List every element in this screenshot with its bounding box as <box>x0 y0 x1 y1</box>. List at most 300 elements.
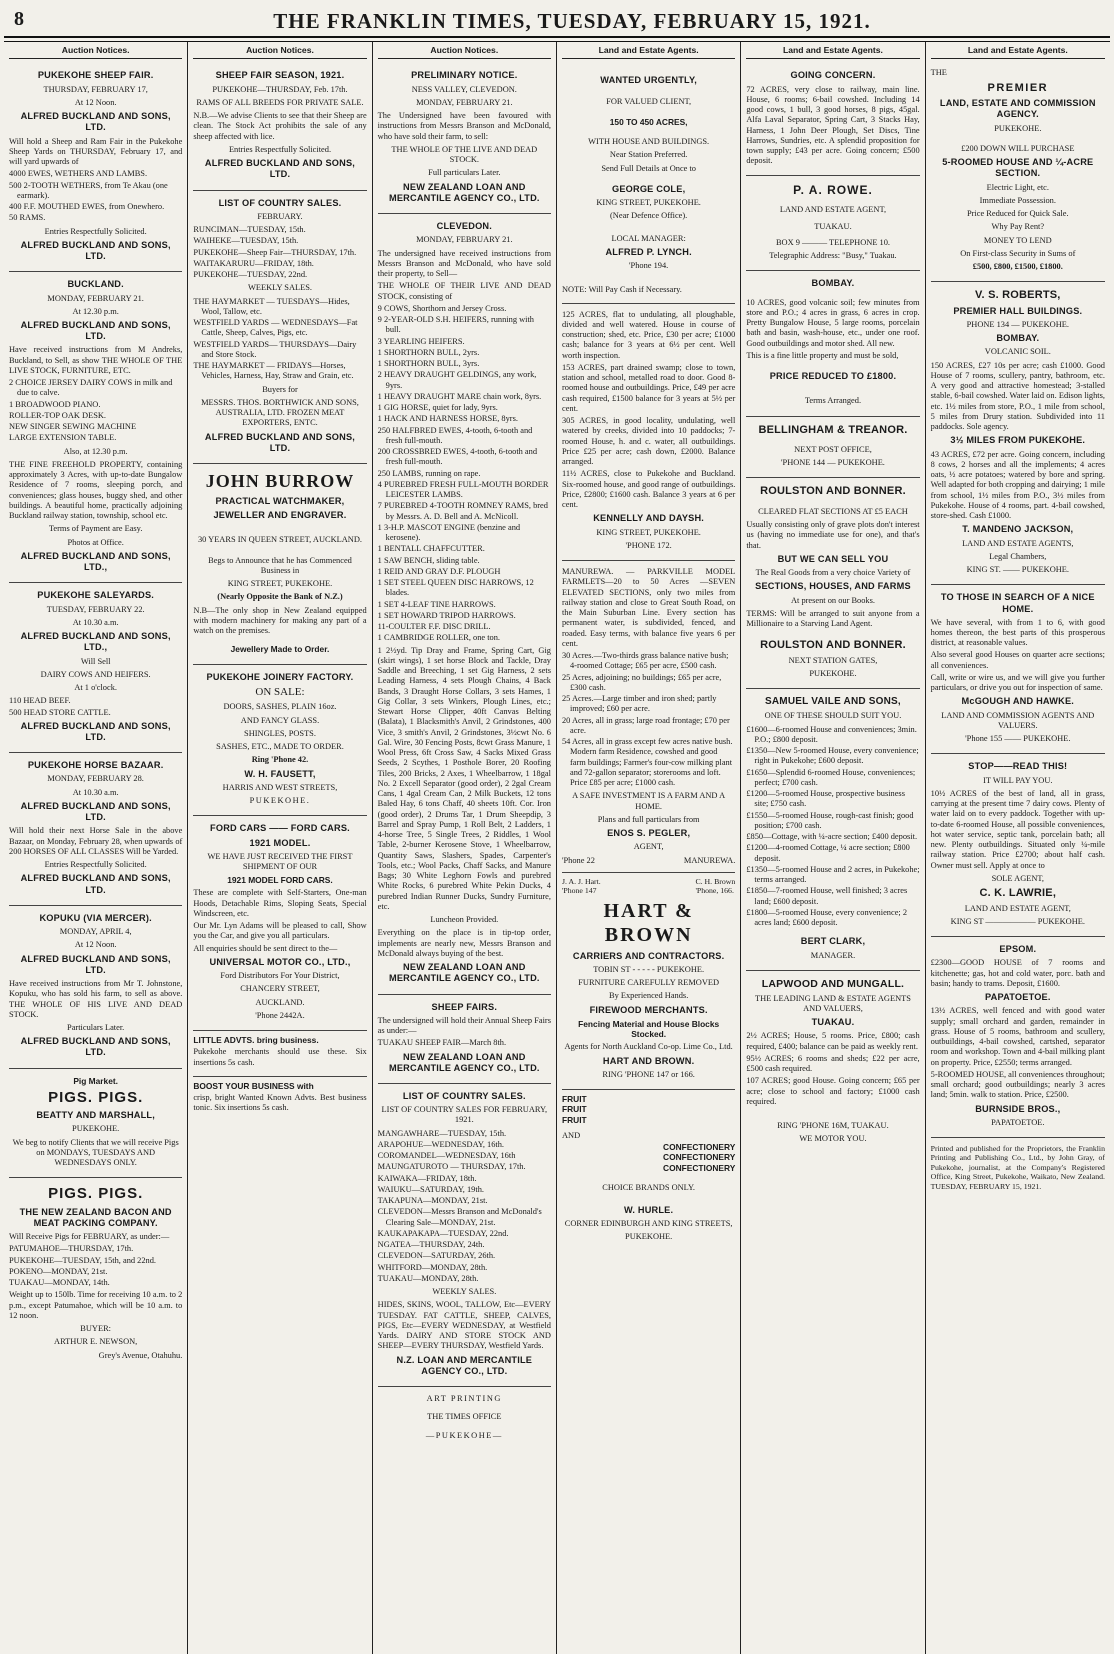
advert-firm: ALFRED BUCKLAND AND SONS, LTD. <box>20 320 171 342</box>
advert-address: CHANCERY STREET, <box>240 984 320 994</box>
advert-body: The Real Goods from a very choice Variety of <box>755 568 911 578</box>
advert-phone: RING 'PHONE 147 or 166. <box>602 1069 695 1079</box>
advert-title: WANTED URGENTLY, <box>600 75 698 86</box>
advert-body: crisp, bright Wanted Known Advts. Best business tonic. Six insertions 5s cash. <box>193 1093 367 1113</box>
advert-note: Photos at Office. <box>67 537 124 547</box>
advert-body: 150 ACRES, £27 10s per acre; cash £1000. Good House of 7 rooms, scullery, pantry, bathroom, etc. A very good and attractive homestead; 3-stalled stable, 6-bail cowshed. Water laid on. Edison lights, etc. 1½ miles from store, P.O., 1 mile from school, 5 miles from Drury station. Subdivided into 11 paddocks. Sole agency. <box>930 360 1105 432</box>
advert-subheading: PRACTICAL WATCHMAKER, <box>215 496 345 506</box>
advert-address: KING ST —————— PUKEKOHE. <box>950 916 1085 926</box>
advert-body: All enquiries should be sent direct to the— <box>193 943 338 953</box>
advert-title: ART PRINTING <box>426 1394 502 1404</box>
newspaper-title: THE FRANKLIN TIMES, TUESDAY, FEBRUARY 15, 1921. <box>273 9 871 33</box>
advert-time: At 10.30 a.m. <box>72 787 119 797</box>
advert-address: CORNER EDINBURGH AND KING STREETS, <box>564 1219 733 1229</box>
list-item: 107 ACRES; good House. Going concern; £65 per acre; close to school and factory; £1000 cash required. <box>746 1076 920 1106</box>
list-item: 305 ACRES, in good locality, undulating, well watered by creeks, divided into 10 paddocks; 7-roomed House, h. and c. water, all outbuildings. Price £25 per acre; cash down, £2000. Balance arranged. <box>561 416 736 467</box>
advert-title: BELLINGHAM & TREANOR. <box>758 423 908 436</box>
list-item: CLEVEDON—Messrs Branson and McDonald's Clearing Sale—MONDAY, 21st. <box>377 1207 542 1227</box>
list-item: LARGE EXTENSION TABLE. <box>9 433 117 443</box>
advert-note: A SAFE INVESTMENT IS A FARM AND A HOME. <box>572 791 726 811</box>
advert-title: SHEEP FAIRS. <box>431 1001 498 1012</box>
advert-subheading: ONE OF THESE SHOULD SUIT YOU. <box>764 711 902 721</box>
advert-subheading: MONEY TO LEND <box>983 235 1052 245</box>
advert-body: Immediate Possession. <box>979 195 1056 205</box>
partner-name: C. H. Brown <box>695 876 736 886</box>
advert-body: £500, £800, £1500, £1800. <box>972 262 1063 272</box>
advert-address: BOX 9 ——— TELEPHONE 10. <box>775 237 891 247</box>
advert-pukekohe-saleyards <box>9 583 182 753</box>
advert-pukekohe-joinery <box>193 665 366 817</box>
advert-body: Everything on the place is in tip-top order, implements are nearly new, Messrs Branson and McDonald always buying of the best. <box>377 928 551 958</box>
partners-row <box>562 877 735 896</box>
advert-place: NESS VALLEY, CLEVEDON. <box>411 84 517 94</box>
list-item: PATUMAHOE—THURSDAY, 17th. <box>9 1244 134 1254</box>
advert-body: MANUREWA. — PARKVILLE MODEL FARMLETS—20 to 50 Acres —SEVEN ELEVATED SECTIONS, only two miles from railway station and close to Great South Road, on the Main Suburban Line. Every section has permanent water, is subdivided, fenced, and roaded. Easy terms, with balance five years 6 per cent. <box>561 567 736 648</box>
advert-title: PREMIER <box>987 81 1049 94</box>
advert-preliminary-notice <box>378 63 551 214</box>
column-5 <box>741 42 925 1654</box>
advert-body: Why Pay Rent? <box>991 222 1045 232</box>
advert-body: Agents for North Auckland Co-op. Lime Co., Ltd. <box>564 1042 733 1052</box>
advert-firm: BURNSIDE BROS., <box>975 1103 1061 1114</box>
advert-note: MANAGER. <box>810 950 856 960</box>
advert-time: At 12 Noon. <box>74 940 117 950</box>
advert-title: PUKEKOHE JOINERY FACTORY. <box>206 671 354 682</box>
advert-note: WE MOTOR YOU. <box>799 1134 867 1144</box>
advert-subheading: VOLCANIC SOIL. <box>984 347 1051 357</box>
advert-title: LIST OF COUNTRY SALES. <box>218 197 342 208</box>
advert-body: 10 ACRES, good volcanic soil; few minutes from store and P.O.; 4 acres in grass, 6 acres in crop. Pretty Bungalow House, 5 large rooms, porcelain bath and basin, wash-house, etc., under one roof. Good outbuildings and motor shed. All new. <box>746 297 920 348</box>
advert-address: KING ST. —— PUKEKOHE. <box>966 565 1070 575</box>
column-3 <box>373 42 557 1654</box>
advert-firm: ALFRED BUCKLAND AND SONS, LTD., <box>20 550 171 573</box>
advert-body: £200 DOWN WILL PURCHASE <box>961 143 1075 153</box>
advert-ford-cars <box>193 816 366 1031</box>
column-header: Auction Notices. <box>378 42 551 59</box>
advert-body: 10½ ACRES of the best of land, all in grass, carrying at the present time 7 dairy cows. Plenty of water laid on to every paddock. Together with up-to-date 6-roomed House, all possible conveniences, hot water service, septic tank, porcelain bath; all new. Plenty outbuildings. Situated only ¼-mile railway station. Price £2700; about half cash. Owner must sell. Apply at once to <box>930 788 1105 870</box>
advert-place: TUAKAU. <box>811 1017 855 1028</box>
list-item: 1 SHORTHORN BULL, 3yrs. <box>377 359 480 369</box>
advert-pigs-nz-bacon <box>9 1178 182 1366</box>
column-6 <box>926 42 1110 1654</box>
advert-firm: BEATTY AND MARSHALL, <box>36 1110 155 1121</box>
advert-body: We have several, with from 1 to 6, with good homes thereon, the best parts of this prosperous district, at reasonable values. <box>930 617 1105 648</box>
list-item: 30 Acres.—Two-thirds grass balance native bush; 4-roomed Cottage; £65 per acre, £500 cash. <box>561 651 729 671</box>
list-item: 500 2-TOOTH WETHERS, from Te Akau (one earmark). <box>9 180 168 200</box>
list-item: 20 Acres, all in grass; large road frontage; £70 per acre. <box>561 715 730 735</box>
advert-subheading: BOMBAY. <box>996 333 1040 344</box>
list-item: PUKEKOHE—TUESDAY, 22nd. <box>193 270 308 280</box>
advert-time: Also, at 12.30 p.m. <box>63 446 128 456</box>
advert-fruit-confectionery <box>562 1090 735 1252</box>
list-item: 7 PUREBRED 4-TOOTH ROMNEY RAMS, bred by Messrs. A. D. Bell and A. McNicoll. <box>377 501 548 521</box>
advert-firm: W. HURLE. <box>624 1205 674 1216</box>
advert-body: RAMS OF ALL BREEDS FOR PRIVATE SALE. <box>196 97 364 107</box>
advert-boost-business <box>193 1077 366 1122</box>
list-item: 1 SAW BENCH, sliding table. <box>377 555 480 565</box>
advert-note: Telegraphic Address: "Busy," Tuakau. <box>769 251 897 261</box>
advert-little-advts <box>193 1031 366 1077</box>
advert-note: Entries Respectfully Solicited. <box>44 226 147 236</box>
advert-subheading: 5-ROOMED HOUSE AND ¼-ACRE SECTION. <box>942 157 1094 179</box>
advert-body: 1 2½yd. Tip Dray and Frame, Spring Cart, Gig (skirt wings), 1 set horse Block and Tackle, Dray Saddle and Breeching, 1 set Gig Harness, 2 sets Leading Harness, 4 sets Plough Chains, 4 Back Bands, 3 Draught Horse Collars, 3 sets Hames, 1 Gig Collar, 3 sets Winkers, Plough Lines, etc.; Stewart Horse Clipper, 40ft Canvas Belting (Balata), 1 Blacksmith's Anvil, 2 Grindstones, 400 Vice, 3 smith's Anvil, 2 Grindstones, 3½cwt No. 6 Gal. Wire, 30 Fencing Posts, 8cwt Grass Manure, 1 Wool Press, 6ft Cross Saw, 4 Sacks Mixed Grass Seeds, 2 Scythes, 1 Posthole Borer, 20 Roofing Tiles, 200 Bricks, 2 Axes, 1 Wheelbarrow, 1 18gal No. 2 Excell Separator (good order), 2 2gal Cream Cans, 1 4gal Cream Can, 2 Milk Buckets, 12 tons Baled Hay, 6 tons Chaff, 40 sheets 10ft. Cor. Iron (good order), 2 Drums Tar, 1 Drum Sheepdip, 3 Barrel and Spray Pump, 1 Roll Belt, 2 Ladders, 1 4-horse Tree, 5 Single Trees, 2 Riddles, 1 Wool Table, 2-burner Kerosene Stove, 1 Wheelbarrow, Quantity Saws, Slashers, Spades, Carpenter's Tools, etc.; Wool Packs, Chaff Sacks, and Manure Bags; 30 White Leghorn Fowls and purebred White Rocks, 6 purebred White Pekin Ducks, 4 purebred Indian Runner Ducks, Sundry Furniture, etc. <box>377 645 551 911</box>
advert-body: CHOICE BRANDS ONLY. <box>602 1182 696 1192</box>
list-item: PUKEKOHE—Sheep Fair—THURSDAY, 17th. <box>193 247 357 257</box>
list-item: NEW SINGER SEWING MACHINE <box>9 422 137 432</box>
list-item: 3 YEARLING HEIFERS. <box>377 336 465 346</box>
advert-note: Particulars Later. <box>67 1023 125 1033</box>
advert-title: PRELIMINARY NOTICE. <box>411 70 518 81</box>
list-item: MAUNGATUROTO — THURSDAY, 17th. <box>377 1162 526 1172</box>
list-item: 11-COULTER F.F. DISC DRILL. <box>377 622 491 632</box>
advert-body: TERMS: Will be arranged to suit anyone from a Millionaire to a Starving Land Agent. <box>746 608 920 629</box>
list-item: 25 Acres.—Large timber and iron shed; partly improved; £60 per acre. <box>561 694 717 714</box>
advert-body: THE WHOLE OF THEIR LIVE AND DEAD STOCK, consisting of <box>377 281 551 301</box>
advert-firm: GEORGE COLE, <box>611 183 686 194</box>
advert-phone: RING 'PHONE 16M, TUAKAU. <box>777 1121 889 1131</box>
advert-firm: ALFRED BUCKLAND AND SONS, LTD. <box>204 431 356 453</box>
list-item: 1 SET 4-LEAF TINE HARROWS. <box>377 599 496 609</box>
advert-name: ARTHUR E. NEWSON, <box>54 1337 138 1347</box>
advert-note: Terms Arranged. <box>804 396 862 406</box>
advert-note: (Near Defence Office). <box>610 211 688 221</box>
advert-firm: ALFRED BUCKLAND AND SONS, LTD. <box>20 953 171 975</box>
list-item: 1 BROADWOOD PIANO. <box>9 399 101 409</box>
advert-vs-roberts <box>931 282 1105 585</box>
advert-john-burrow <box>193 464 366 665</box>
advert-address: HARRIS AND WEST STREETS, <box>222 782 338 792</box>
publisher-imprint-block <box>931 1138 1105 1200</box>
advert-body: Have received instructions from M Andreks, Buckland, to Sell, as show THE WHOLE OF THE LIVE STOCK, FURNITURE, ETC. <box>9 345 183 375</box>
advert-title: STOP——READ THIS! <box>968 761 1068 772</box>
list-item: 110 HEAD BEEF. <box>9 696 71 706</box>
advert-horse-bazaar <box>9 753 182 906</box>
list-item: 1 3-H.P. MASCOT ENGINE (benzine and kerosene). <box>377 522 521 543</box>
advert-address: NEXT POST OFFICE, <box>794 444 872 454</box>
advert-body: THE <box>930 68 947 78</box>
advert-body: Pukekohe merchants should use these. Six insertions 5s cash. <box>193 1047 367 1067</box>
advert-subheading: LAND AND ESTATE AGENTS, <box>962 538 1074 548</box>
list-item: TUAKAU SHEEP FAIR—March 8th. <box>377 1038 507 1048</box>
advert-firm: NEW ZEALAND LOAN AND MERCANTILE AGENCY CO., LTD. <box>388 1051 540 1073</box>
column-header: Auction Notices. <box>9 42 182 59</box>
advert-time: At 12.30 p.m. <box>72 306 119 316</box>
list-item: COROMANDEL—WEDNESDAY, 16th <box>377 1151 516 1161</box>
advert-note: Entries Respectfully Solicited. <box>228 144 332 154</box>
advert-subheading: LOCAL MANAGER: <box>611 233 686 243</box>
advert-nice-home <box>931 585 1105 754</box>
list-item: DOORS, SASHES, PLAIN 16oz. <box>223 702 337 712</box>
advert-body: AND <box>561 1130 581 1140</box>
list-item: PUKEKOHE—TUESDAY, 15th, and 22nd. <box>9 1255 157 1265</box>
advert-body: Usually consisting only of grave plots don't interest us (having no immediate use for one), and that's that. <box>746 520 920 550</box>
list-item: 153 ACRES, part drained swamp; close to town, station and school, metalled road to door. Good 8-roomed house and outbuildings. Price, £49 per acre cash required, £1500 balance for 3 years at 5½ per cent. <box>561 362 736 413</box>
advert-title: P. A. ROWE. <box>793 182 873 197</box>
advert-place: PUKEKOHE. <box>72 1124 120 1134</box>
list-item: £1800—5-roomed House, every convenience; 2 acres land; £600 deposit. <box>746 907 908 928</box>
advert-body: £2300—GOOD HOUSE of 7 rooms and kitchenette; gas, hot and cold water, porc. bath and basin; handy to trams. Deposit, £1600. <box>930 958 1105 988</box>
advert-subheading: BUT WE CAN SELL YOU <box>777 553 889 564</box>
advert-note: Near Station Preferred. <box>609 150 688 160</box>
advert-title: FRUIT <box>561 1104 587 1115</box>
advert-subheading: CLEARED FLAT SECTIONS AT £5 EACH <box>758 506 908 516</box>
advert-subheading: LAND AND ESTATE AGENT, <box>779 205 887 215</box>
advert-note: Full particulars Later. <box>428 168 501 178</box>
advert-note: NOTE: Will Pay Cash if Necessary. <box>561 285 682 295</box>
advert-address: Legal Chambers, <box>989 551 1047 561</box>
list-item: 1 BENTALL CHAFFCUTTER. <box>377 544 485 554</box>
advert-phone: 'Phone 155 —— PUKEKOHE. <box>965 734 1071 744</box>
advert-body: Have received instructions from Mr T. Johnstone, Kopuku, who has sold his farm, to sell as above. THE WHOLE OF HIS LIVE AND DEAD STOCK. <box>9 979 183 1019</box>
advert-price: PRICE REDUCED TO £1800. <box>769 371 897 382</box>
advert-time: At 10.30 a.m. <box>72 617 119 627</box>
advert-title: JOHN BURROW <box>205 471 355 492</box>
advert-subheading: PREMIER HALL BUILDINGS. <box>953 305 1083 316</box>
advert-body: These are complete with Self-Starters, One-man Hoods, Detachable Rims, Sloping Seats, Special Windscreen, etc. <box>193 888 367 918</box>
list-item: TUAKAU—MONDAY, 14th. <box>9 1278 110 1288</box>
list-item: 200 CROSSBRED EWES, 4-tooth, 6-tooth and fresh full-mouth. <box>377 447 538 467</box>
advert-firm: THE NEW ZEALAND BACON AND MEAT PACKING COMPANY. <box>19 1206 172 1228</box>
list-item: ARAPOHUE—WEDNESDAY, 16th. <box>377 1139 504 1149</box>
list-item: 250 LAMBS, running on rape. <box>377 468 481 478</box>
list-item: WHITFORD—MONDAY, 28th. <box>377 1262 488 1272</box>
advert-phone: PHONE 134 — PUKEKOHE. <box>966 319 1069 329</box>
advert-title: FORD CARS —— FORD CARS. <box>210 823 350 834</box>
list-item: 1 SET STEEL QUEEN DISC HARROWS, 12 blades. <box>377 578 534 598</box>
list-item: TUAKAU—MONDAY, 28th. <box>377 1273 479 1283</box>
advert-roulston-bonner <box>746 478 919 689</box>
advert-date: TUESDAY, FEBRUARY 22. <box>46 604 145 614</box>
list-item: MANGAWHARE—TUESDAY, 15th. <box>377 1128 507 1138</box>
advert-title: LIST OF COUNTRY SALES. <box>402 1090 526 1101</box>
advert-title: FRUIT <box>561 1094 587 1105</box>
list-item: 9 2-YEAR-OLD S.H. HEIFERS, running with bull. <box>377 315 534 335</box>
advert-firm: W. H. FAUSETT, <box>244 768 316 779</box>
advert-address: KING STREET, PUKEKOHE. <box>227 579 333 589</box>
advert-subheading: THE LEADING LAND & ESTATE AGENTS AND VALUERS, <box>755 993 911 1013</box>
advert-subheading: IT WILL PAY YOU. <box>983 775 1053 785</box>
advert-title: PAPATOETOE. <box>984 992 1051 1003</box>
advert-body: Will Receive Pigs for FEBRUARY, as under:— <box>9 1232 170 1242</box>
advert-date: MONDAY, APRIL 4, <box>59 927 132 937</box>
list-item: 500 HEAD STORE CATTLE. <box>9 707 111 717</box>
list-item: THE HAYMARKET — TUESDAYS—Hides, Wool, Tallow, etc. <box>193 296 350 316</box>
advert-firm: ALFRED BUCKLAND AND SONS, LTD., <box>20 631 171 653</box>
advert-lapwood-mungall <box>746 971 919 1154</box>
advert-body: 150 TO 450 ACRES, <box>609 116 688 127</box>
advert-sheep-fair-season <box>193 63 366 190</box>
advert-title: TO THOSE IN SEARCH OF A NICE HOME. <box>940 592 1095 614</box>
list-item: £1200—4-roomed Cottage, ¼ acre section; £800 deposit. <box>746 843 910 863</box>
list-item: £1650—Splendid 6-roomed House, conveniences; perfect; £700 cash. <box>746 767 916 787</box>
advert-place: AUCKLAND. <box>255 997 305 1007</box>
advert-body: Will hold their next Horse Sale in the above Bazaar, on Monday, February 28, when upwards of 200 HORSES OF ALL CLASSES Will be Yarded. <box>9 826 183 856</box>
advert-firm: HART AND BROWN. <box>602 1055 695 1066</box>
list-item: 1 REID AND GRAY D.F. PLOUGH <box>377 566 501 576</box>
advert-date: THURSDAY, FEBRUARY 17, <box>43 84 148 94</box>
advert-phone: 'PHONE 172. <box>625 540 672 550</box>
advert-date: MONDAY, FEBRUARY 21. <box>416 235 513 245</box>
list-item: WAIUKU—SATURDAY, 19th. <box>377 1184 484 1194</box>
advert-note: Jewellery Made to Order. <box>230 644 330 655</box>
advert-body: Also several good Houses on quarter acre sections; all conveniences. <box>930 650 1105 670</box>
list-item: 25 Acres, adjoining; no buildings; £65 per acre, £300 cash. <box>561 672 722 692</box>
list-item: WESTFIELD YARDS— THURSDAYS—Dairy and Store Stock. <box>193 339 357 359</box>
advert-address: TOBIN ST - - - - - PUKEKOHE. <box>593 964 705 974</box>
advert-bombay <box>746 271 919 416</box>
list-item: 50 RAMS. <box>9 213 46 223</box>
advert-pukekohe-sheep-fair <box>9 63 182 272</box>
advert-phone: 'Phone 22 <box>561 855 595 865</box>
advert-phone: Ring 'Phone 42. <box>251 755 309 765</box>
advert-note: SOLE AGENT, <box>991 873 1045 883</box>
advert-subheading: WEEKLY SALES. <box>248 283 312 293</box>
list-item: £1600—6-roomed House and conveniences; 3min. P.O.; £800 deposit. <box>746 724 917 744</box>
advert-title: CONFECTIONERY <box>663 1162 736 1173</box>
advert-kennelly-daysh <box>562 304 735 561</box>
advert-phone: 'PHONE 144 — PUKEKOHE. <box>781 458 885 468</box>
advert-list-country-sales <box>193 191 366 464</box>
advert-title: ROULSTON AND BONNER. <box>760 485 906 498</box>
advert-firm: BERT CLARK, <box>800 936 866 947</box>
advert-subheading: LAND AND ESTATE AGENT, <box>964 903 1071 913</box>
advert-body: HIDES, SKINS, WOOL, TALLOW, Etc—EVERY TUESDAY. FAT CATTLE, SHEEP, CALVES, PIGS, Etc—EVERY WEDNESDAY, at Westfield Yards. DAIRY AND STORE STOCK AND SHEEP—EVERY THURSDAY, Westfield Yards. <box>377 1300 551 1351</box>
advert-clevedon <box>378 214 551 994</box>
advert-title: SAMUEL VAILE AND SONS, <box>765 696 901 708</box>
advert-body: By Experienced Hands. <box>608 991 689 1001</box>
list-item: 400 F.F. MOUTHED EWES, from Onewhero. <box>9 202 165 212</box>
column-1 <box>4 42 188 1654</box>
advert-premier-agency <box>931 63 1105 282</box>
list-item: 4000 EWES, WETHERS AND LAMBS. <box>9 169 148 179</box>
advert-firm: ALFRED BUCKLAND AND SONS, LTD. <box>20 111 171 133</box>
advert-note: Send Full Details at Once to <box>601 163 696 173</box>
advert-firm: KENNELLY AND DAYSH. <box>593 513 705 524</box>
advert-subheading: FIREWOOD MERCHANTS. <box>589 1004 708 1015</box>
list-item: 1 HACK AND HARNESS HORSE, 8yrs. <box>377 414 518 424</box>
advert-body: This is a fine little property and must be sold, <box>746 350 899 360</box>
list-item: 2 HEAVY DRAUGHT GELDINGS, any work, 9yrs. <box>377 370 537 390</box>
list-item: £850—Cottage, with ¼-acre section; £400 deposit. <box>746 832 918 842</box>
advert-body: On First-class Security in Sums of <box>960 248 1076 258</box>
advert-phone: 'Phone 194. <box>629 261 669 271</box>
advert-subheading: WEEKLY SALES. <box>432 1287 497 1297</box>
advert-date: MONDAY, FEBRUARY 21. <box>47 293 144 303</box>
advert-pigs-beatty <box>9 1069 182 1179</box>
list-item: 2½ ACRES; House, 5 rooms. Price, £800; cash required, £400; balance can be paid as weekly rent. <box>746 1031 920 1051</box>
advert-firm: T. MANDENO JACKSON, <box>962 524 1074 535</box>
advert-phone: 'Phone 2442A. <box>255 1010 305 1020</box>
advert-title: EPSOM. <box>999 944 1037 955</box>
page-number: 8 <box>14 8 24 30</box>
advert-title: LITTLE ADVTS. bring business. <box>193 1035 319 1046</box>
advert-manurewa <box>562 561 735 873</box>
list-item: KAIWAKA—FRIDAY, 18th. <box>377 1173 477 1183</box>
advert-body: WITH HOUSE AND BUILDINGS. <box>588 137 710 147</box>
advert-body: N.B.—We advise Clients to see that their Sheep are clean. The Stock Act prohibits the sale of any sheep affected with lice. <box>193 111 367 141</box>
advert-subheading: 3½ MILES FROM PUKEKOHE. <box>950 435 1086 446</box>
advert-firm: ALFRED BUCKLAND AND SONS, LTD. <box>20 1036 171 1058</box>
advert-address: NEXT STATION GATES, <box>788 655 878 665</box>
advert-place: PUKEKOHE. <box>809 668 857 678</box>
list-item: £1350—New 5-roomed House, every convenience; right in Pukekohe; £600 deposit. <box>746 746 919 766</box>
advert-firm: N.Z. LOAN AND MERCANTILE AGENCY CO., LTD. <box>396 1354 533 1376</box>
list-item: RUNCIMAN—TUESDAY, 15th. <box>193 225 306 235</box>
list-item: £1200—5-roomed House, prospective business site; £750 cash. <box>746 789 905 809</box>
advert-note: Plans and full particulars from <box>597 814 700 824</box>
advert-firm: UNIVERSAL MOTOR CO., LTD., <box>209 956 351 967</box>
advert-body: WE HAVE JUST RECEIVED THE FIRST SHIPMENT OF OUR <box>207 851 353 871</box>
advert-contact-row <box>562 856 735 866</box>
advert-subheading: LAND AND COMMISSION AGENTS AND VALUERS. <box>941 710 1095 730</box>
advert-title: BUCKLAND. <box>67 279 124 290</box>
partner-phone: 'Phone, 166. <box>695 886 734 896</box>
advert-body: The undersigned will hold their Annual Sheep Fairs as under:— <box>377 1015 551 1036</box>
advert-title: SHEEP FAIR SEASON, 1921. <box>215 70 345 81</box>
advert-body: 1921 MODEL FORD CARS. <box>227 875 333 886</box>
advert-note: Buyers for <box>262 384 298 394</box>
section-heading: Pig Market. <box>73 1075 118 1086</box>
list-item: 1 GIG HORSE, quiet for lady, 9yrs. <box>377 403 498 413</box>
advert-address: KING STREET, PUKEKOHE. <box>596 527 701 537</box>
advert-place: MANUREWA. <box>683 855 736 865</box>
advert-body: The Undersigned have been favoured with instructions from Messrs Branson and McDonald, who have sold their farm, to sell: <box>377 111 551 141</box>
list-item: 4 PUREBRED FRESH FULL-MOUTH BORDER LEICESTER LAMBS. <box>377 479 549 500</box>
partner-right <box>695 877 735 896</box>
list-item: CLEVEDON—SATURDAY, 26th. <box>377 1251 496 1261</box>
advert-place: PUKEKOHE. <box>994 123 1042 133</box>
advert-body: Weight up to 150lb. Time for receiving 10 a.m. to 2 p.m., except Patumahoe, which will be 10 a.m. to 12 noon. <box>9 1290 183 1320</box>
advert-body: FURNITURE CAREFULLY REMOVED <box>578 978 720 988</box>
advert-firm: ALFRED P. LYNCH. <box>605 246 692 257</box>
advert-address: KING STREET, PUKEKOHE. <box>596 198 701 208</box>
advert-firm: C. K. LAWRIE, <box>979 887 1057 900</box>
advert-firm: ALFRED BUCKLAND AND SONS, LTD. <box>20 239 171 262</box>
advert-firm: ENOS S. PEGLER, <box>607 828 691 839</box>
advert-subheading: LAND, ESTATE AND COMMISSION AGENCY. <box>939 98 1096 120</box>
advert-note: BUYER: <box>80 1324 112 1334</box>
advert-title: FRUIT <box>561 1114 587 1125</box>
advert-subheading: SECTIONS, HOUSES, AND FARMS <box>755 581 911 592</box>
advert-body: Price Reduced for Quick Sale. <box>966 209 1069 219</box>
list-item: 9 COWS, Shorthorn and Jersey Cross. <box>377 303 507 313</box>
advert-date: MONDAY, FEBRUARY 28. <box>47 774 144 784</box>
advert-firm: ALFRED BUCKLAND AND SONS, LTD. <box>20 873 171 895</box>
advert-title: HART & BROWN <box>603 899 694 947</box>
advert-place: PAPATOETOE. <box>991 1117 1045 1127</box>
advert-note: AGENT, <box>633 842 664 852</box>
column-4 <box>557 42 741 1654</box>
list-item: SHINGLES, POSTS. <box>244 728 316 738</box>
advert-address: Grey's Avenue, Otahuhu. <box>98 1350 183 1360</box>
list-item: TAKAPUNA—MONDAY, 21st. <box>377 1196 488 1206</box>
advert-title: KOPUKU (VIA MERCER). <box>39 912 152 923</box>
advert-kopuku <box>9 906 182 1069</box>
advert-body: At present on our Books. <box>790 595 875 605</box>
advert-date: PUKEKOHE—THURSDAY, Feb. 17th. <box>212 84 348 94</box>
advert-bellingham-treanor <box>746 417 919 479</box>
publisher-imprint: Printed and published for the Proprietors, the Franklin Printing and Publishing Co., Ltd., by John Gray, of Pukekohe, journalist, at the Company's Registered Office, King Street, Pukekohe, Waikato, New Zealand. TUESDAY, FEBRUARY 15, 1921. <box>930 1143 1105 1191</box>
advert-stop-read-this <box>931 754 1105 937</box>
advert-body: Electric Light, etc. <box>986 182 1049 192</box>
advert-place: PUKEKOHE. <box>249 796 311 806</box>
list-item: ROLLER-TOP OAK DESK. <box>9 410 107 420</box>
advert-title: PIGS. PIGS. <box>48 1088 144 1106</box>
partner-name: J. A. J. Hart. <box>561 876 601 886</box>
advert-title: LAPWOOD AND MUNGALL. <box>761 977 905 990</box>
advert-art-printing <box>378 1387 551 1450</box>
advert-title: V. S. ROBERTS, <box>975 289 1061 302</box>
